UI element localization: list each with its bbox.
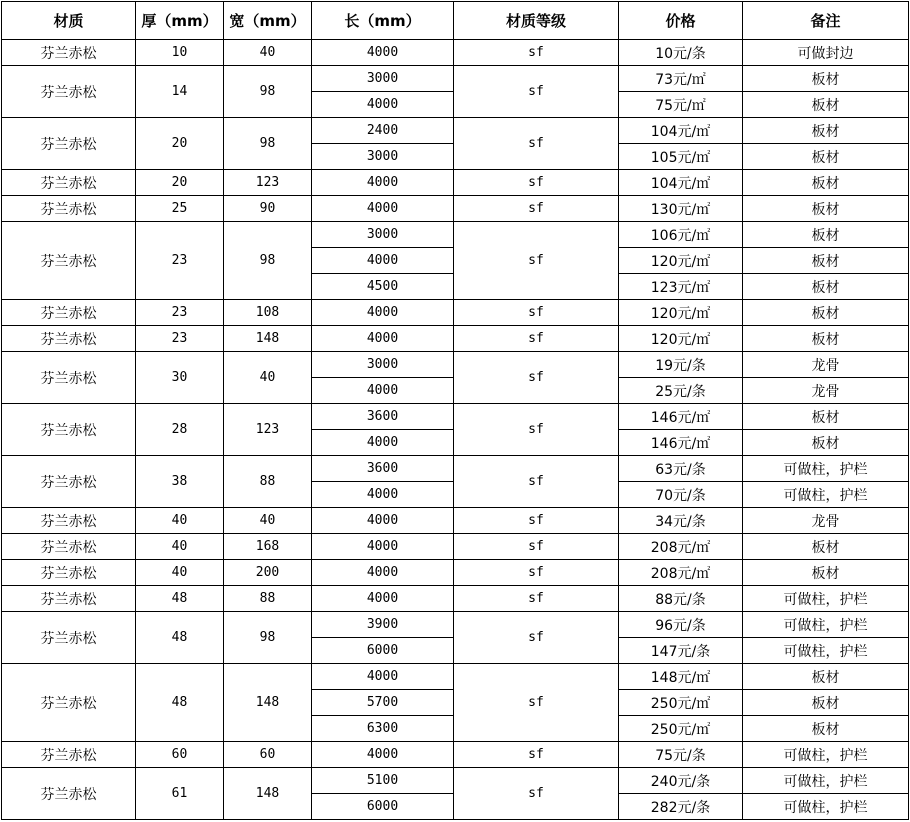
grade-cell: sf [454,508,619,534]
thickness-cell: 14 [136,66,224,118]
price-cell: 104元/㎡ [619,170,743,196]
length-cell: 4000 [312,742,454,768]
table-row [2,664,909,690]
material-cell: 芬兰赤松 [2,170,136,196]
price-cell: 282元/条 [619,794,743,820]
grade-cell: sf [454,40,619,66]
note-cell: 可做柱，护栏 [743,612,909,638]
header-length: 长（mm） [312,2,454,40]
note-cell: 板材 [743,430,909,456]
material-cell: 芬兰赤松 [2,40,136,66]
length-cell: 4000 [312,92,454,118]
grade-cell: sf [454,118,619,170]
header-width: 宽（mm） [224,2,312,40]
length-cell: 3600 [312,456,454,482]
table-row [2,612,909,638]
note-cell: 可做柱，护栏 [743,794,909,820]
material-cell: 芬兰赤松 [2,664,136,742]
material-cell: 芬兰赤松 [2,534,136,560]
note-cell: 龙骨 [743,508,909,534]
grade-cell: sf [454,560,619,586]
price-cell: 130元/㎡ [619,196,743,222]
price-cell: 19元/条 [619,352,743,378]
table-row [2,560,909,586]
width-cell: 40 [224,40,312,66]
table-row [2,300,909,326]
note-cell: 板材 [743,404,909,430]
table-row [2,742,909,768]
thickness-cell: 23 [136,300,224,326]
thickness-cell: 38 [136,456,224,508]
note-cell: 板材 [743,560,909,586]
material-cell: 芬兰赤松 [2,768,136,820]
length-cell: 3600 [312,404,454,430]
price-cell: 250元/㎡ [619,690,743,716]
header-note: 备注 [743,2,909,40]
price-cell: 73元/㎡ [619,66,743,92]
table-row [2,118,909,144]
material-cell: 芬兰赤松 [2,560,136,586]
material-cell: 芬兰赤松 [2,456,136,508]
price-cell: 75元/条 [619,742,743,768]
length-cell: 4000 [312,508,454,534]
table-row [2,40,909,66]
table-row [2,222,909,248]
note-cell: 可做柱，护栏 [743,638,909,664]
table-row [2,586,909,612]
note-cell: 板材 [743,92,909,118]
length-cell: 4500 [312,274,454,300]
width-cell: 60 [224,742,312,768]
width-cell: 168 [224,534,312,560]
note-cell: 板材 [743,690,909,716]
grade-cell: sf [454,586,619,612]
thickness-cell: 25 [136,196,224,222]
note-cell: 板材 [743,326,909,352]
price-cell: 250元/㎡ [619,716,743,742]
grade-cell: sf [454,66,619,118]
width-cell: 148 [224,664,312,742]
price-cell: 70元/条 [619,482,743,508]
price-table-body [2,2,909,820]
note-cell: 可做柱，护栏 [743,482,909,508]
grade-cell: sf [454,352,619,404]
table-row [2,196,909,222]
grade-cell: sf [454,196,619,222]
header-row [2,2,909,40]
price-cell: 75元/㎡ [619,92,743,118]
price-cell: 208元/㎡ [619,560,743,586]
width-cell: 200 [224,560,312,586]
thickness-cell: 40 [136,508,224,534]
price-cell: 120元/㎡ [619,300,743,326]
header-price: 价格 [619,2,743,40]
thickness-cell: 10 [136,40,224,66]
price-cell: 123元/㎡ [619,274,743,300]
grade-cell: sf [454,456,619,508]
material-cell: 芬兰赤松 [2,118,136,170]
thickness-cell: 30 [136,352,224,404]
width-cell: 40 [224,352,312,404]
grade-cell: sf [454,300,619,326]
note-cell: 可做封边 [743,40,909,66]
thickness-cell: 28 [136,404,224,456]
width-cell: 98 [224,66,312,118]
length-cell: 4000 [312,300,454,326]
thickness-cell: 40 [136,534,224,560]
price-cell: 148元/㎡ [619,664,743,690]
note-cell: 可做柱，护栏 [743,456,909,482]
length-cell: 3000 [312,222,454,248]
grade-cell: sf [454,326,619,352]
table-row [2,768,909,794]
thickness-cell: 48 [136,586,224,612]
price-cell: 146元/㎡ [619,404,743,430]
thickness-cell: 23 [136,326,224,352]
note-cell: 板材 [743,274,909,300]
price-cell: 120元/㎡ [619,326,743,352]
note-cell: 板材 [743,170,909,196]
note-cell: 板材 [743,534,909,560]
thickness-cell: 20 [136,170,224,196]
grade-cell: sf [454,742,619,768]
price-table [1,1,909,820]
width-cell: 88 [224,456,312,508]
width-cell: 98 [224,222,312,300]
note-cell: 可做柱，护栏 [743,768,909,794]
length-cell: 5700 [312,690,454,716]
width-cell: 148 [224,326,312,352]
width-cell: 123 [224,170,312,196]
material-cell: 芬兰赤松 [2,404,136,456]
width-cell: 148 [224,768,312,820]
note-cell: 可做柱，护栏 [743,586,909,612]
length-cell: 4000 [312,40,454,66]
length-cell: 4000 [312,586,454,612]
note-cell: 可做柱，护栏 [743,742,909,768]
grade-cell: sf [454,612,619,664]
price-cell: 104元/㎡ [619,118,743,144]
note-cell: 板材 [743,66,909,92]
price-cell: 63元/条 [619,456,743,482]
note-cell: 龙骨 [743,378,909,404]
length-cell: 4000 [312,378,454,404]
table-row [2,170,909,196]
length-cell: 4000 [312,170,454,196]
width-cell: 98 [224,118,312,170]
length-cell: 3900 [312,612,454,638]
note-cell: 板材 [743,222,909,248]
price-cell: 120元/㎡ [619,248,743,274]
price-cell: 96元/条 [619,612,743,638]
table-row [2,66,909,92]
material-cell: 芬兰赤松 [2,66,136,118]
material-cell: 芬兰赤松 [2,742,136,768]
width-cell: 108 [224,300,312,326]
material-cell: 芬兰赤松 [2,300,136,326]
table-row [2,508,909,534]
thickness-cell: 60 [136,742,224,768]
length-cell: 4000 [312,196,454,222]
table-row [2,534,909,560]
thickness-cell: 48 [136,664,224,742]
price-cell: 147元/条 [619,638,743,664]
material-cell: 芬兰赤松 [2,508,136,534]
header-thickness: 厚（mm） [136,2,224,40]
price-cell: 10元/条 [619,40,743,66]
note-cell: 板材 [743,300,909,326]
thickness-cell: 61 [136,768,224,820]
note-cell: 板材 [743,664,909,690]
thickness-cell: 40 [136,560,224,586]
material-cell: 芬兰赤松 [2,612,136,664]
grade-cell: sf [454,534,619,560]
note-cell: 板材 [743,196,909,222]
note-cell: 板材 [743,118,909,144]
length-cell: 4000 [312,534,454,560]
grade-cell: sf [454,664,619,742]
length-cell: 6300 [312,716,454,742]
table-row [2,326,909,352]
width-cell: 88 [224,586,312,612]
price-cell: 88元/条 [619,586,743,612]
length-cell: 3000 [312,66,454,92]
table-row [2,456,909,482]
note-cell: 板材 [743,144,909,170]
material-cell: 芬兰赤松 [2,586,136,612]
length-cell: 3000 [312,352,454,378]
grade-cell: sf [454,170,619,196]
price-cell: 34元/条 [619,508,743,534]
length-cell: 4000 [312,430,454,456]
width-cell: 98 [224,612,312,664]
price-cell: 105元/㎡ [619,144,743,170]
length-cell: 3000 [312,144,454,170]
length-cell: 4000 [312,248,454,274]
price-cell: 106元/㎡ [619,222,743,248]
header-material: 材质 [2,2,136,40]
price-cell: 208元/㎡ [619,534,743,560]
material-cell: 芬兰赤松 [2,326,136,352]
length-cell: 4000 [312,560,454,586]
grade-cell: sf [454,222,619,300]
width-cell: 40 [224,508,312,534]
price-cell: 25元/条 [619,378,743,404]
thickness-cell: 23 [136,222,224,300]
width-cell: 90 [224,196,312,222]
length-cell: 4000 [312,326,454,352]
table-row [2,352,909,378]
note-cell: 板材 [743,716,909,742]
note-cell: 龙骨 [743,352,909,378]
thickness-cell: 20 [136,118,224,170]
length-cell: 6000 [312,638,454,664]
note-cell: 板材 [743,248,909,274]
length-cell: 2400 [312,118,454,144]
thickness-cell: 48 [136,612,224,664]
length-cell: 6000 [312,794,454,820]
width-cell: 123 [224,404,312,456]
price-cell: 146元/㎡ [619,430,743,456]
price-cell: 240元/条 [619,768,743,794]
header-grade: 材质等级 [454,2,619,40]
length-cell: 4000 [312,482,454,508]
table-row [2,404,909,430]
grade-cell: sf [454,768,619,820]
material-cell: 芬兰赤松 [2,352,136,404]
grade-cell: sf [454,404,619,456]
length-cell: 5100 [312,768,454,794]
length-cell: 4000 [312,664,454,690]
material-cell: 芬兰赤松 [2,196,136,222]
material-cell: 芬兰赤松 [2,222,136,300]
